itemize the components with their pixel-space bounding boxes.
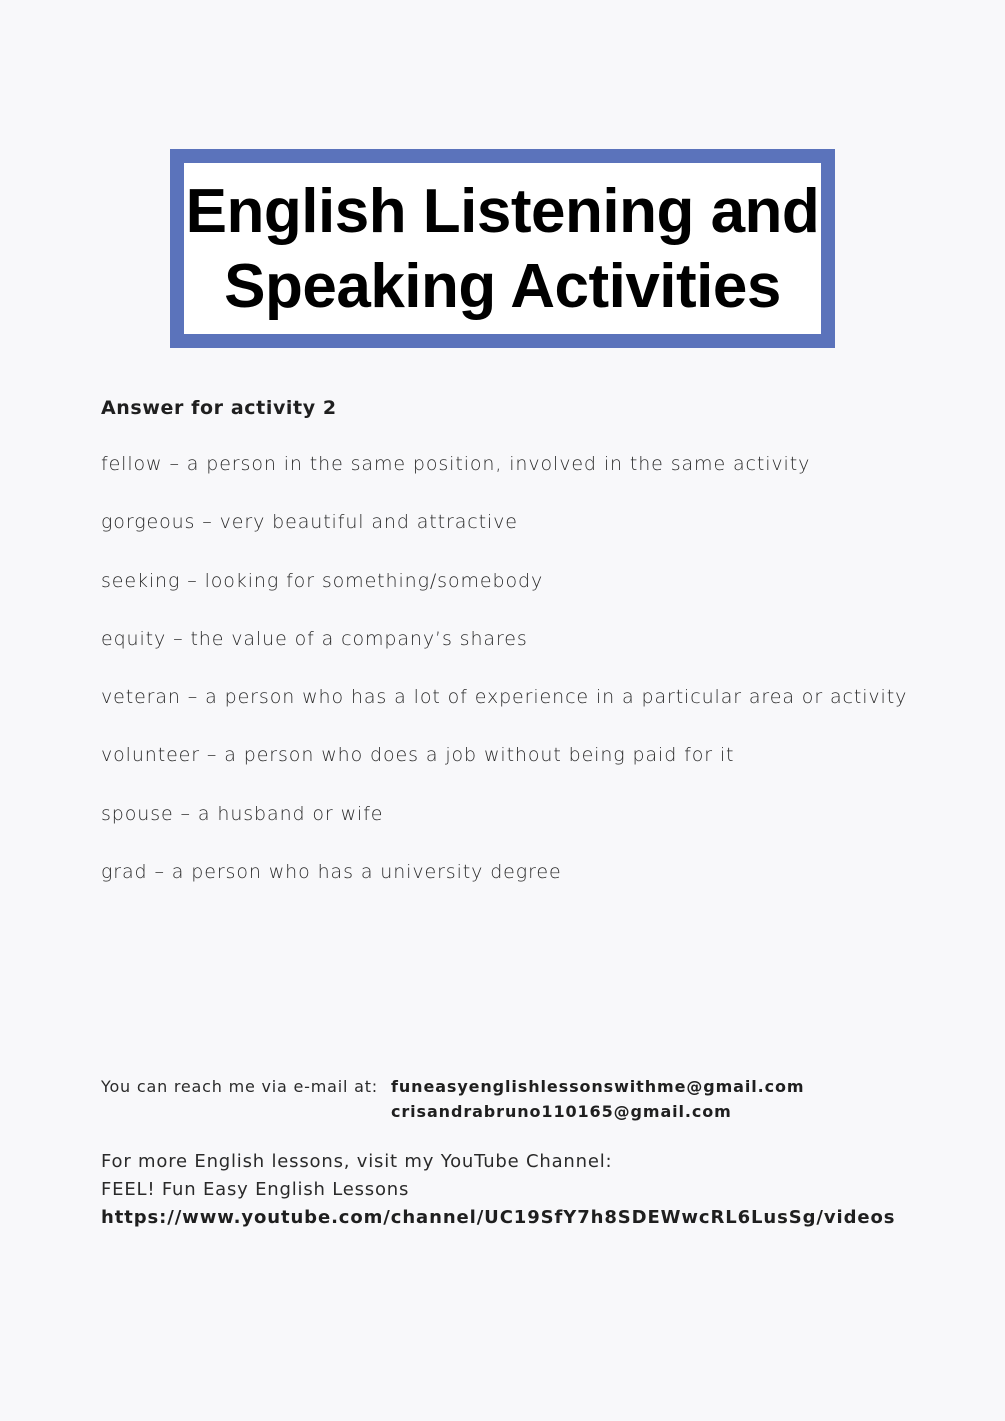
- vocabulary-item: grad – a person who has a university degree: [101, 861, 562, 884]
- channel-name: FEEL! Fun Easy English Lessons: [101, 1179, 410, 1200]
- vocabulary-item: gorgeous – very beautiful and attractive: [101, 511, 518, 534]
- title-box: [170, 149, 835, 348]
- title-line-1: English Listening and: [185, 176, 820, 246]
- vocabulary-list: [101, 453, 907, 919]
- section-heading: Answer for activity 2: [101, 397, 337, 419]
- contact-section: [101, 1074, 804, 1124]
- title-line-2: Speaking Activities: [224, 251, 781, 321]
- youtube-intro: For more English lessons, visit my YouTube Channel:: [101, 1151, 613, 1172]
- vocabulary-item: volunteer – a person who does a job without being paid for it: [101, 744, 735, 767]
- email-link-secondary[interactable]: crisandrabruno110165@gmail.com: [391, 1102, 732, 1121]
- vocabulary-item: equity – the value of a company’s shares: [101, 627, 528, 650]
- vocabulary-item: seeking – looking for something/somebody: [101, 569, 544, 592]
- vocabulary-item: fellow – a person in the same position, involved in the same activity: [101, 453, 811, 475]
- contact-label: You can reach me via e-mail at:: [101, 1077, 378, 1096]
- vocabulary-item: veteran – a person who has a lot of experience in a particular area or activity: [101, 686, 908, 709]
- vocabulary-item: spouse – a husband or wife: [101, 802, 384, 825]
- youtube-link[interactable]: https://www.youtube.com/channel/UC19SfY7h8SDEWwcRL6LusSg/videos: [101, 1207, 896, 1228]
- youtube-section: [101, 1148, 895, 1232]
- email-link-primary[interactable]: funeasyenglishlessonswithme@gmail.com: [391, 1077, 805, 1096]
